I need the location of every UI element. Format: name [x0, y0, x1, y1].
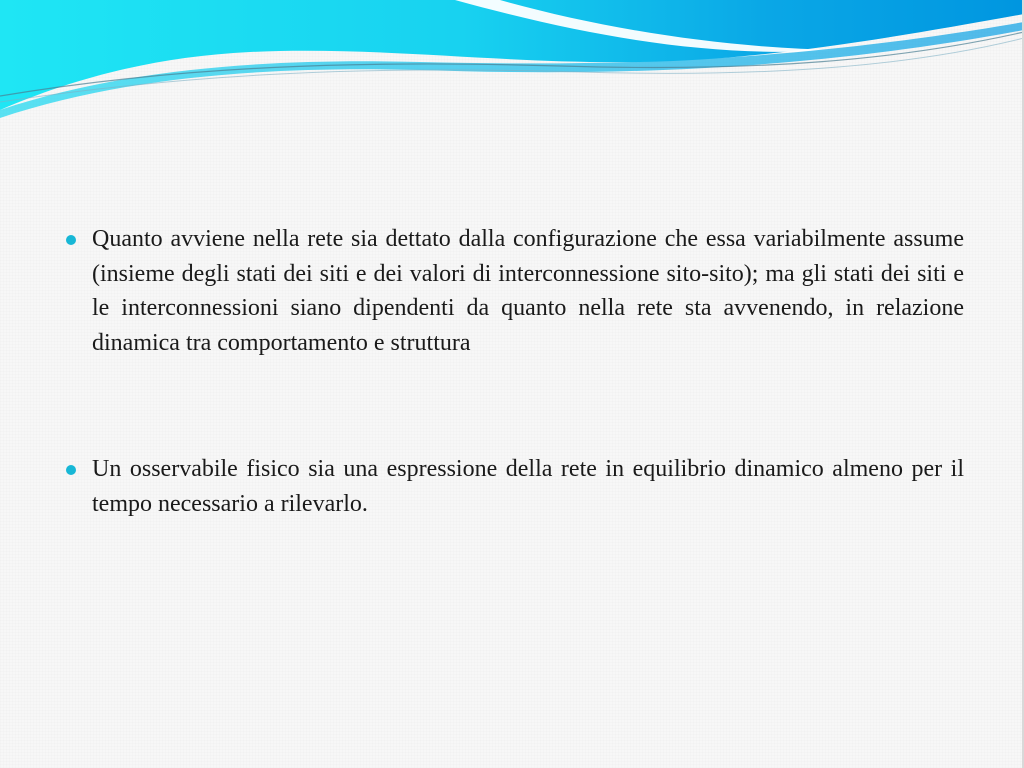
bullet-text: Quanto avviene nella rete sia dettato dalla configurazione che essa variabilmente assume (insieme degli stati dei siti e dei valori di interconnessione sito-sito); ma gli stati dei siti e le interconnessioni siano dipendenti da quanto nella rete sta avvenendo, in relazione dinamica tra comportamento e struttura [92, 226, 964, 356]
bullet-dot-icon [66, 465, 76, 475]
bullet-item [62, 452, 964, 521]
bullet-text: Un osservabile fisico sia una espressione della rete in equilibrio dinamico almeno per il tempo necessario a rilevarlo. [92, 456, 964, 517]
bullet-dot-icon [66, 235, 76, 245]
bullet-item [62, 222, 964, 360]
bullet-list [62, 222, 964, 521]
header-wave-decoration [0, 0, 1024, 130]
